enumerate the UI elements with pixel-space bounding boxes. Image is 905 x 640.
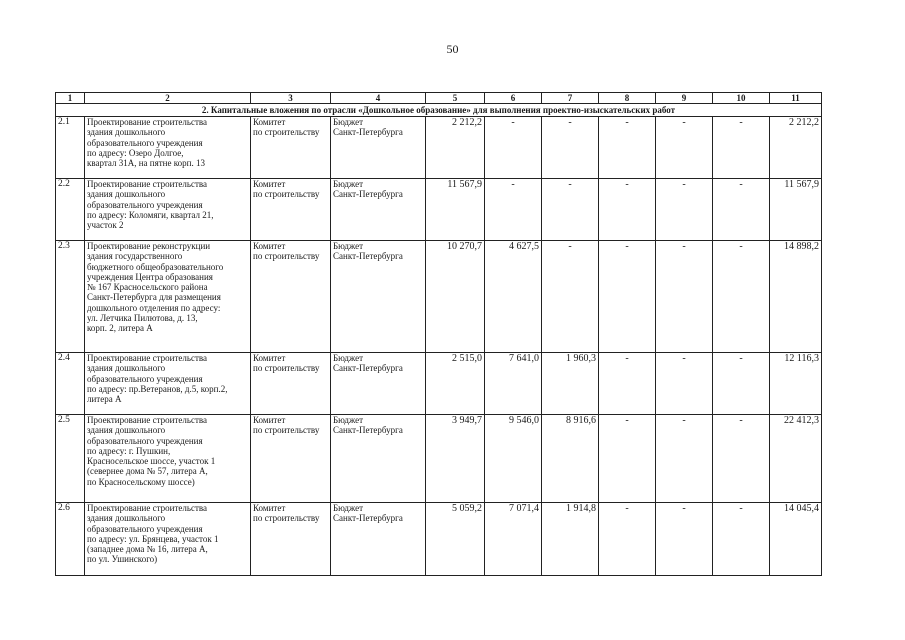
value-v7: - (542, 241, 599, 353)
object-name-line: литера А (87, 394, 122, 405)
value-v6: - (485, 179, 542, 241)
investment-table (55, 92, 822, 576)
funding-source (331, 415, 426, 503)
customer (251, 117, 331, 179)
value-v8: - (599, 117, 656, 179)
object-name-line: (севернее дома № 57, литера А, (87, 466, 208, 477)
column-header: 9 (656, 93, 713, 104)
value-v8: - (599, 179, 656, 241)
object-name (85, 117, 251, 179)
section-header-row (56, 104, 822, 117)
customer (251, 241, 331, 353)
value-v10: - (713, 353, 770, 415)
value-v6: 4 627,5 (485, 241, 542, 353)
value-v5: 5 059,2 (426, 503, 485, 576)
customer-line: Комитет (253, 117, 286, 127)
object-name-line: корп. 2, литера А (87, 323, 153, 334)
object-name-line: по ул. Ушинского) (87, 554, 158, 565)
column-header: 5 (426, 93, 485, 104)
customer-line: Комитет (253, 353, 286, 363)
column-header: 10 (713, 93, 770, 104)
object-name-line: Проектирование реконструкции (87, 241, 211, 251)
value-v8: - (599, 503, 656, 576)
object-name-line: образовательного учреждения (87, 137, 203, 148)
object-name-line: по Красносельскому шоссе) (87, 476, 195, 487)
object-name-line: Проектирование строительства (87, 503, 208, 513)
object-name-line: Проектирование строительства (87, 117, 208, 127)
object-name-line: образовательного учреждения (87, 199, 203, 210)
value-v10: - (713, 179, 770, 241)
funding-source (331, 117, 426, 179)
table-row (56, 241, 822, 353)
funding-source-line: Бюджет (333, 241, 364, 251)
value-v7: 1 960,3 (542, 353, 599, 415)
value-v9: - (656, 353, 713, 415)
page-number: 50 (446, 42, 459, 56)
object-name (85, 241, 251, 353)
value-v8: - (599, 353, 656, 415)
object-name-line: по адресу: пр.Ветеранов, д.5, корп.2, (87, 383, 228, 394)
object-name-line: по адресу: ул. Брянцева, участок 1 (87, 533, 219, 544)
object-name-line: по адресу: г. Пушкин, (87, 445, 171, 456)
object-name-line: здания государственного (87, 251, 183, 262)
value-v10: - (713, 117, 770, 179)
value-v5: 2 212,2 (426, 117, 485, 179)
value-v11: 12 116,3 (770, 353, 822, 415)
funding-source-line: Санкт-Петербурга (333, 425, 403, 436)
funding-source-line: Бюджет (333, 503, 364, 513)
funding-source-line: Санкт-Петербурга (333, 189, 403, 200)
object-name-line: здания дошкольного (87, 127, 166, 138)
funding-source (331, 179, 426, 241)
object-name-line: здания дошкольного (87, 363, 166, 374)
funding-source (331, 503, 426, 576)
column-header: 3 (251, 93, 331, 104)
funding-source-line: Бюджет (333, 353, 364, 363)
value-v8: - (599, 241, 656, 353)
table-row (56, 415, 822, 503)
value-v6: - (485, 117, 542, 179)
object-name-line: бюджетного общеобразовательного (87, 261, 224, 272)
column-header: 6 (485, 93, 542, 104)
value-v9: - (656, 415, 713, 503)
object-name-line: образовательного учреждения (87, 435, 203, 446)
row-index: 2.4 (56, 353, 85, 415)
value-v5: 10 270,7 (426, 241, 485, 353)
customer-line: Комитет (253, 503, 286, 513)
column-header: 11 (770, 93, 822, 104)
table-row (56, 179, 822, 241)
object-name-line: по адресу: Коломяги, квартал 21, (87, 209, 214, 220)
object-name-line: Проектирование строительства (87, 353, 208, 363)
table-row (56, 117, 822, 179)
column-header: 4 (331, 93, 426, 104)
value-v8: - (599, 415, 656, 503)
object-name-line: здания дошкольного (87, 189, 166, 200)
row-index: 2.3 (56, 241, 85, 353)
table-row (56, 353, 822, 415)
value-v7: - (542, 117, 599, 179)
funding-source (331, 241, 426, 353)
object-name-line: участок 2 (87, 220, 124, 231)
object-name-line: дошкольного отделения по адресу: (87, 302, 221, 313)
value-v5: 3 949,7 (426, 415, 485, 503)
value-v6: 7 641,0 (485, 353, 542, 415)
funding-source-line: Бюджет (333, 117, 364, 127)
object-name-line: ул. Летчика Пилютова, д. 13, (87, 313, 198, 324)
funding-source-line: Санкт-Петербурга (333, 251, 403, 262)
customer-line: по строительству (253, 189, 320, 200)
value-v6: 7 071,4 (485, 503, 542, 576)
customer (251, 179, 331, 241)
value-v5: 2 515,0 (426, 353, 485, 415)
customer-line: по строительству (253, 363, 320, 374)
value-v7: 8 916,6 (542, 415, 599, 503)
column-header: 2 (85, 93, 251, 104)
customer-line: по строительству (253, 251, 320, 262)
customer-line: по строительству (253, 425, 320, 436)
object-name-line: учреждения Центра образования (87, 271, 213, 282)
row-index: 2.6 (56, 503, 85, 576)
value-v9: - (656, 117, 713, 179)
object-name-line: образовательного учреждения (87, 523, 203, 534)
customer-line: Комитет (253, 415, 286, 425)
customer (251, 503, 331, 576)
customer-line: по строительству (253, 513, 320, 524)
column-number-row (56, 93, 822, 104)
value-v11: 22 412,3 (770, 415, 822, 503)
column-header: 7 (542, 93, 599, 104)
section-title: 2. Капитальные вложения по отрасли «Дошкольное образование» для выполнения проектно-изыскательских работ (56, 104, 822, 117)
object-name-line: (западнее дома № 16, литера А, (87, 544, 208, 555)
object-name-line: по адресу: Озеро Долгое, (87, 147, 184, 158)
customer-line: Комитет (253, 179, 286, 189)
customer (251, 353, 331, 415)
funding-source-line: Санкт-Петербурга (333, 513, 403, 524)
value-v11: 14 898,2 (770, 241, 822, 353)
value-v10: - (713, 241, 770, 353)
object-name-line: Проектирование строительства (87, 415, 208, 425)
value-v9: - (656, 179, 713, 241)
value-v11: 11 567,9 (770, 179, 822, 241)
object-name-line: образовательного учреждения (87, 373, 203, 384)
funding-source (331, 353, 426, 415)
customer-line: по строительству (253, 127, 320, 138)
value-v5: 11 567,9 (426, 179, 485, 241)
object-name-line: здания дошкольного (87, 425, 166, 436)
object-name (85, 179, 251, 241)
column-header: 1 (56, 93, 85, 104)
row-index: 2.5 (56, 415, 85, 503)
object-name-line: Красносельское шоссе, участок 1 (87, 456, 216, 467)
value-v6: 9 546,0 (485, 415, 542, 503)
table-row (56, 503, 822, 576)
customer-line: Комитет (253, 241, 286, 251)
value-v9: - (656, 503, 713, 576)
funding-source-line: Санкт-Петербурга (333, 127, 403, 138)
value-v11: 14 045,4 (770, 503, 822, 576)
object-name (85, 415, 251, 503)
column-header: 8 (599, 93, 656, 104)
object-name-line: № 167 Красносельского района (87, 282, 208, 293)
value-v7: - (542, 179, 599, 241)
object-name-line: здания дошкольного (87, 513, 166, 524)
value-v10: - (713, 415, 770, 503)
object-name-line: квартал 31А, на пятне корп. 13 (87, 158, 205, 169)
value-v7: 1 914,8 (542, 503, 599, 576)
object-name (85, 353, 251, 415)
customer (251, 415, 331, 503)
funding-source-line: Бюджет (333, 415, 364, 425)
value-v10: - (713, 503, 770, 576)
value-v11: 2 212,2 (770, 117, 822, 179)
row-index: 2.2 (56, 179, 85, 241)
value-v9: - (656, 241, 713, 353)
object-name (85, 503, 251, 576)
row-index: 2.1 (56, 117, 85, 179)
object-name-line: Проектирование строительства (87, 179, 208, 189)
object-name-line: Санкт-Петербурга для размещения (87, 292, 221, 303)
funding-source-line: Санкт-Петербурга (333, 363, 403, 374)
funding-source-line: Бюджет (333, 179, 364, 189)
